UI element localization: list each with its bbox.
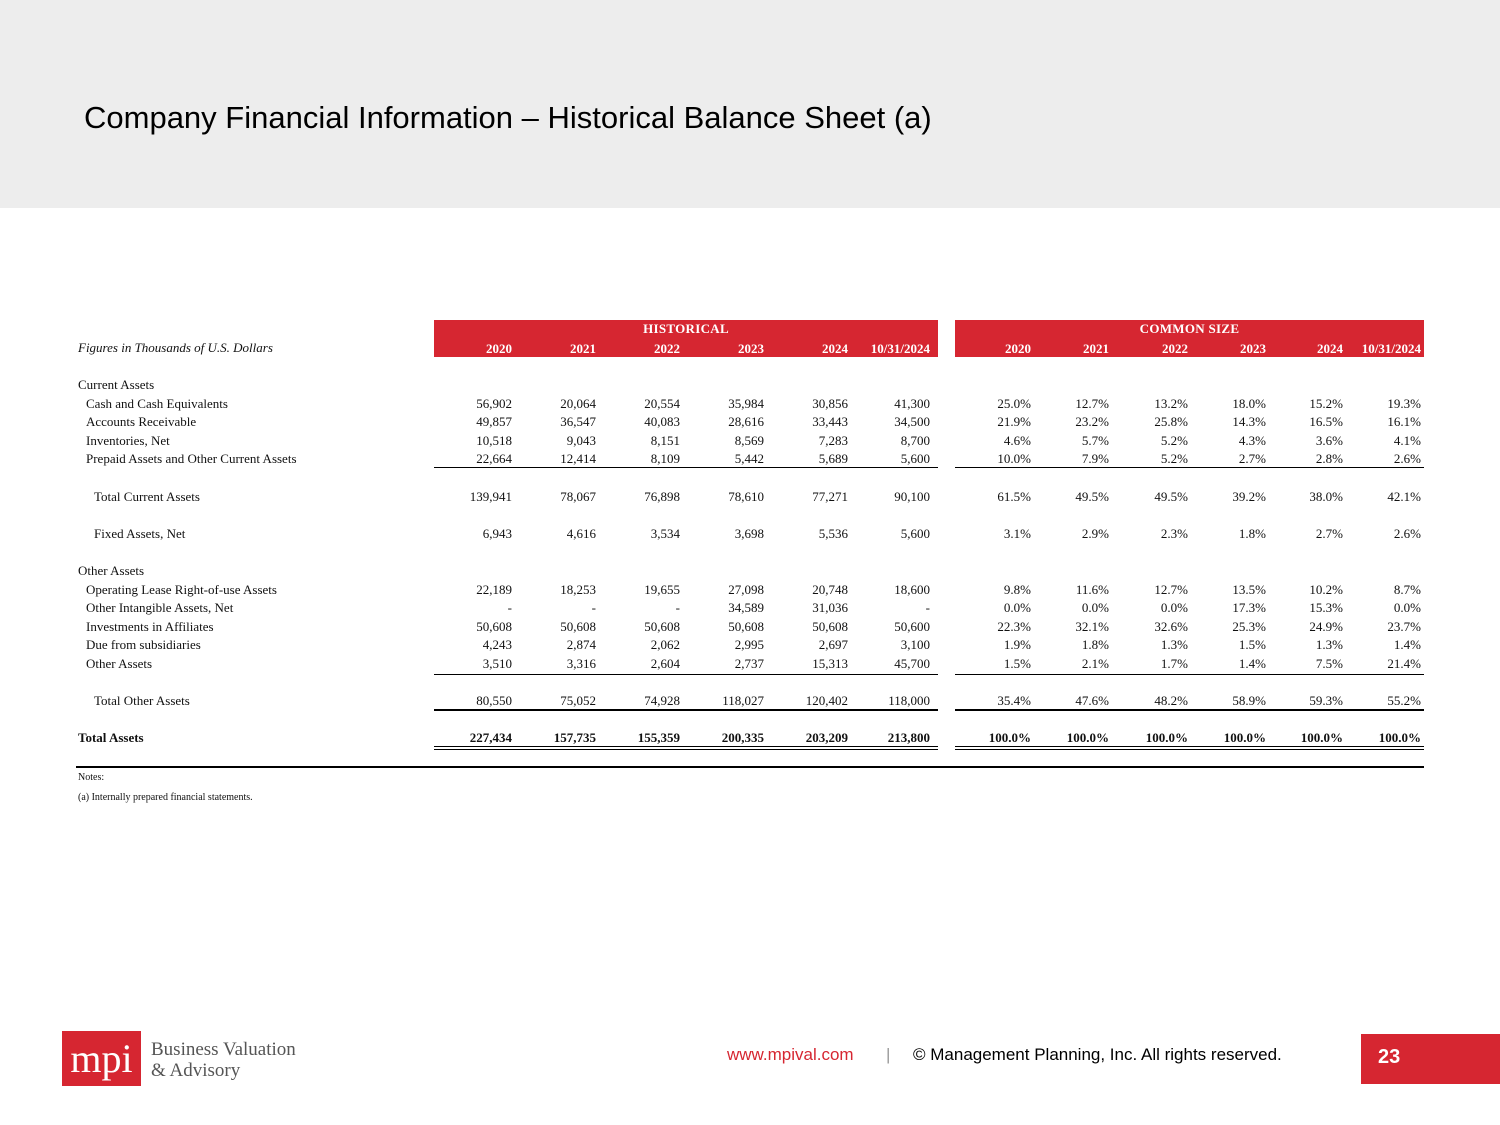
historical-value: 90,100 [894, 489, 930, 504]
common-size-value: 1.8% [1081, 637, 1109, 652]
row-label: Investments in Affiliates [86, 619, 214, 634]
common-size-value: 25.0% [997, 396, 1031, 411]
common-size-value: 2.7% [1238, 451, 1266, 466]
common-size-value: 2.6% [1393, 526, 1421, 541]
row-label: Current Assets [78, 377, 155, 392]
row-label: Total Other Assets [94, 693, 190, 708]
historical-value: 28,616 [728, 414, 764, 429]
historical-year-4: 2024 [822, 341, 848, 356]
mpi-logo: mpi [62, 1031, 141, 1086]
common-size-value: 5.2% [1160, 433, 1188, 448]
common-size-value: 15.2% [1309, 396, 1343, 411]
common-size-year-0: 2020 [1005, 341, 1031, 356]
common-size-double-rule-2 [955, 749, 1424, 750]
common-size-total-rule [955, 709, 1424, 711]
common-size-value: 12.7% [1075, 396, 1109, 411]
common-size-value: 10.2% [1309, 582, 1343, 597]
common-size-value: 100.0% [1066, 730, 1109, 745]
historical-value: 34,500 [894, 414, 930, 429]
historical-value: 4,616 [566, 526, 596, 541]
row-label: Other Assets [86, 656, 153, 671]
historical-value: 40,083 [644, 414, 680, 429]
historical-value: - [675, 600, 680, 615]
copyright-text: © Management Planning, Inc. All rights reserved. [913, 1045, 1282, 1064]
historical-value: 7,283 [818, 433, 848, 448]
common-size-value: 100.0% [988, 730, 1031, 745]
common-size-value: 9.8% [1003, 582, 1031, 597]
common-size-value: 3.6% [1315, 433, 1343, 448]
row-label: Operating Lease Right-of-use Assets [86, 582, 277, 597]
historical-value: 76,898 [644, 489, 680, 504]
common-size-value: 21.4% [1387, 656, 1421, 671]
page-number: 23 [1378, 1046, 1401, 1068]
historical-value: 50,608 [644, 619, 680, 634]
logo-tagline [151, 1039, 296, 1081]
footer-separator: | [886, 1045, 891, 1064]
historical-value: 2,697 [818, 637, 848, 652]
common-size-value: 32.6% [1154, 619, 1188, 634]
common-size-subtotal-rule [955, 467, 1424, 468]
common-size-value: 5.7% [1081, 433, 1109, 448]
common-size-value: 1.5% [1238, 637, 1266, 652]
historical-double-rule-1 [434, 746, 938, 747]
historical-total-rule [434, 709, 938, 711]
row-label: Total Current Assets [94, 489, 200, 504]
common-size-year-1: 2021 [1083, 341, 1109, 356]
historical-value: 34,589 [728, 600, 764, 615]
historical-value: - [591, 600, 596, 615]
historical-value: 213,800 [887, 730, 930, 745]
common-size-value: 2.9% [1081, 526, 1109, 541]
historical-value: 78,067 [560, 489, 596, 504]
historical-value: 31,036 [812, 600, 848, 615]
historical-value: 8,109 [650, 451, 680, 466]
row-label: Due from subsidiaries [86, 637, 201, 652]
historical-value: 50,608 [560, 619, 596, 634]
common-size-value: 23.7% [1387, 619, 1421, 634]
historical-value: 35,984 [728, 396, 764, 411]
common-size-value: 11.6% [1075, 582, 1109, 597]
historical-value: 33,443 [812, 414, 848, 429]
historical-value: 5,689 [818, 451, 848, 466]
common-size-year-5: 10/31/2024 [1361, 341, 1421, 356]
logo-line-2: & Advisory [151, 1060, 241, 1081]
historical-value: 227,434 [469, 730, 512, 745]
historical-value: 50,608 [476, 619, 512, 634]
historical-value: 20,064 [560, 396, 596, 411]
historical-value: 18,253 [560, 582, 596, 597]
historical-value: 20,554 [644, 396, 680, 411]
row-label: Inventories, Net [86, 433, 170, 448]
common-size-value: 59.3% [1309, 693, 1343, 708]
historical-value: 3,316 [566, 656, 596, 671]
common-size-value: 1.5% [1003, 656, 1031, 671]
historical-value: 2,604 [650, 656, 680, 671]
historical-value: 118,000 [888, 693, 930, 708]
common-size-value: 2.8% [1315, 451, 1343, 466]
historical-header-bar [434, 320, 938, 357]
historical-value: 5,600 [900, 526, 930, 541]
common-size-value: 58.9% [1232, 693, 1266, 708]
historical-value: 2,874 [566, 637, 596, 652]
common-size-value: 1.8% [1238, 526, 1266, 541]
historical-value: 80,550 [476, 693, 512, 708]
historical-subtotal-rule [434, 467, 938, 468]
historical-value: 30,856 [812, 396, 848, 411]
historical-header: HISTORICAL [643, 321, 729, 336]
logo-line-1: Business Valuation [151, 1039, 296, 1060]
historical-value: 41,300 [894, 396, 930, 411]
historical-value: 118,027 [722, 693, 764, 708]
row-label: Other Assets [78, 563, 145, 578]
historical-value: 8,151 [650, 433, 680, 448]
common-size-value: 1.7% [1160, 656, 1188, 671]
historical-value: 203,209 [805, 730, 848, 745]
row-label: Prepaid Assets and Other Current Assets [86, 451, 297, 466]
common-size-value: 13.5% [1232, 582, 1266, 597]
historical-value: 19,655 [644, 582, 680, 597]
historical-value: - [925, 600, 930, 615]
common-size-value: 49.5% [1075, 489, 1109, 504]
common-size-value: 25.8% [1154, 414, 1188, 429]
historical-value: 120,402 [805, 693, 848, 708]
page-title: Company Financial Information – Historical Balance Sheet (a) [84, 100, 932, 135]
common-size-value: 8.7% [1393, 582, 1421, 597]
historical-value: 45,700 [894, 656, 930, 671]
historical-value: 75,052 [560, 693, 596, 708]
common-size-value: 2.3% [1160, 526, 1188, 541]
historical-value: 78,610 [728, 489, 764, 504]
common-size-value: 0.0% [1393, 600, 1421, 615]
common-size-value: 32.1% [1075, 619, 1109, 634]
historical-value: 27,098 [728, 582, 764, 597]
notes-title: Notes: [78, 772, 105, 783]
historical-value: 3,100 [900, 637, 930, 652]
historical-value: 3,510 [482, 656, 512, 671]
common-size-value: 12.7% [1154, 582, 1188, 597]
historical-value: 2,995 [734, 637, 764, 652]
historical-value: 20,748 [812, 582, 848, 597]
row-label: Other Intangible Assets, Net [86, 600, 234, 615]
common-size-double-rule-1 [955, 746, 1424, 747]
historical-value: 50,600 [894, 619, 930, 634]
common-size-other-rule [955, 674, 1424, 675]
historical-value: 6,943 [482, 526, 512, 541]
row-label: Fixed Assets, Net [94, 526, 186, 541]
common-size-header: COMMON SIZE [1139, 321, 1240, 336]
common-size-value: 4.3% [1238, 433, 1266, 448]
common-size-value: 22.3% [997, 619, 1031, 634]
historical-year-5: 10/31/2024 [870, 341, 930, 356]
common-size-value: 42.1% [1387, 489, 1421, 504]
historical-value: 22,664 [476, 451, 512, 466]
historical-year-2: 2022 [654, 341, 680, 356]
historical-value: 5,442 [734, 451, 764, 466]
common-size-value: 5.2% [1160, 451, 1188, 466]
common-size-value: 23.2% [1075, 414, 1109, 429]
common-size-value: 100.0% [1145, 730, 1188, 745]
common-size-value: 1.3% [1160, 637, 1188, 652]
common-size-value: 3.1% [1003, 526, 1031, 541]
common-size-value: 1.4% [1393, 637, 1421, 652]
historical-value: 139,941 [469, 489, 512, 504]
common-size-value: 100.0% [1223, 730, 1266, 745]
historical-value: 5,536 [818, 526, 848, 541]
historical-value: 56,902 [476, 396, 512, 411]
row-label: Accounts Receivable [86, 414, 197, 429]
common-size-value: 4.1% [1393, 433, 1421, 448]
common-size-value: 2.6% [1393, 451, 1421, 466]
historical-value: 12,414 [560, 451, 596, 466]
historical-year-0: 2020 [486, 341, 512, 356]
common-size-value: 14.3% [1232, 414, 1266, 429]
historical-year-1: 2021 [570, 341, 596, 356]
historical-value: 8,700 [900, 433, 930, 448]
common-size-value: 16.1% [1387, 414, 1421, 429]
historical-value: 200,335 [721, 730, 764, 745]
common-size-value: 13.2% [1154, 396, 1188, 411]
row-label: Cash and Cash Equivalents [86, 396, 228, 411]
row-label: Total Assets [78, 730, 144, 745]
historical-value: 157,735 [553, 730, 596, 745]
historical-value: 2,062 [650, 637, 680, 652]
common-size-value: 49.5% [1154, 489, 1188, 504]
common-size-value: 1.3% [1315, 637, 1343, 652]
common-size-value: 61.5% [997, 489, 1031, 504]
historical-value: 77,271 [812, 489, 848, 504]
common-size-year-4: 2024 [1317, 341, 1343, 356]
units-label: Figures in Thousands of U.S. Dollars [78, 340, 273, 355]
historical-value: - [507, 600, 512, 615]
historical-value: 49,857 [476, 414, 512, 429]
note-a: (a) Internally prepared financial statements. [78, 792, 253, 803]
page-number-box [1361, 1034, 1500, 1084]
historical-value: 3,698 [734, 526, 764, 541]
common-size-value: 39.2% [1232, 489, 1266, 504]
common-size-value: 15.3% [1309, 600, 1343, 615]
historical-value: 5,600 [900, 451, 930, 466]
common-size-value: 19.3% [1387, 396, 1421, 411]
common-size-value: 7.9% [1081, 451, 1109, 466]
historical-other-rule [434, 674, 938, 675]
common-size-value: 4.6% [1003, 433, 1031, 448]
common-size-value: 1.9% [1003, 637, 1031, 652]
common-size-value: 2.1% [1081, 656, 1109, 671]
common-size-value: 55.2% [1387, 693, 1421, 708]
historical-value: 50,608 [812, 619, 848, 634]
common-size-value: 16.5% [1309, 414, 1343, 429]
common-size-value: 1.4% [1238, 656, 1266, 671]
common-size-value: 100.0% [1378, 730, 1421, 745]
historical-value: 9,043 [566, 433, 596, 448]
common-size-year-2: 2022 [1162, 341, 1188, 356]
historical-value: 15,313 [812, 656, 848, 671]
common-size-value: 17.3% [1232, 600, 1266, 615]
historical-value: 8,569 [734, 433, 764, 448]
historical-value: 4,243 [482, 637, 512, 652]
common-size-value: 38.0% [1309, 489, 1343, 504]
common-size-value: 24.9% [1309, 619, 1343, 634]
common-size-value: 7.5% [1315, 656, 1343, 671]
common-size-value: 47.6% [1075, 693, 1109, 708]
historical-double-rule-2 [434, 749, 938, 750]
historical-value: 3,534 [650, 526, 680, 541]
historical-value: 155,359 [637, 730, 680, 745]
common-size-value: 10.0% [997, 451, 1031, 466]
historical-value: 10,518 [476, 433, 512, 448]
common-size-value: 25.3% [1232, 619, 1266, 634]
historical-value: 2,737 [734, 656, 764, 671]
common-size-value: 48.2% [1154, 693, 1188, 708]
historical-year-3: 2023 [738, 341, 764, 356]
common-size-value: 21.9% [997, 414, 1031, 429]
website-link[interactable]: www.mpival.com [727, 1045, 854, 1064]
common-size-value: 0.0% [1003, 600, 1031, 615]
common-size-value: 100.0% [1300, 730, 1343, 745]
common-size-header-bar [955, 320, 1424, 357]
table-bottom-rule [76, 766, 1424, 768]
common-size-year-3: 2023 [1240, 341, 1266, 356]
common-size-value: 0.0% [1081, 600, 1109, 615]
historical-value: 22,189 [476, 582, 512, 597]
historical-value: 74,928 [644, 693, 680, 708]
common-size-value: 2.7% [1315, 526, 1343, 541]
historical-value: 50,608 [728, 619, 764, 634]
common-size-value: 18.0% [1232, 396, 1266, 411]
historical-value: 36,547 [560, 414, 596, 429]
common-size-value: 0.0% [1160, 600, 1188, 615]
historical-value: 18,600 [894, 582, 930, 597]
common-size-value: 35.4% [997, 693, 1031, 708]
